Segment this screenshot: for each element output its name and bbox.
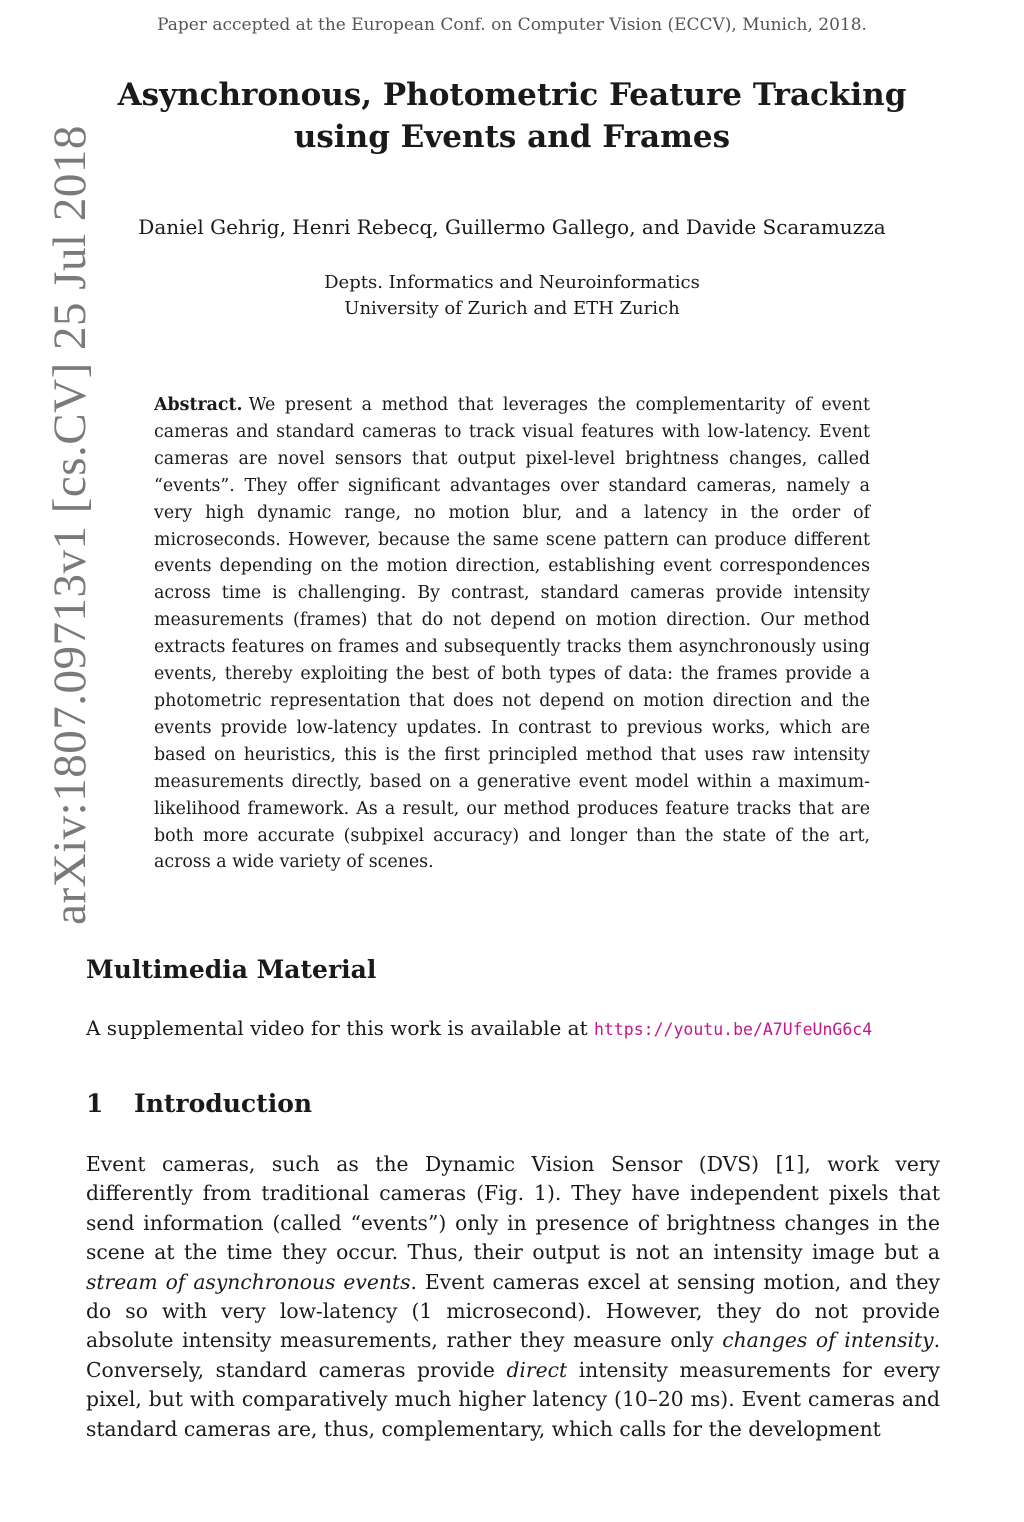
section-number: 1	[86, 1089, 104, 1118]
intro-emphasis-2: changes of intensity	[722, 1328, 934, 1353]
intro-text-1: Event cameras, such as the Dynamic Vision Sensor (DVS) [1], work very differently from traditional cameras (Fig. 1). They have independent pixels that send information (called “events”) only in presence of brightness changes in the scene at the time they occur. Thus, their output is not an intensity image but a	[86, 1152, 940, 1265]
intro-emphasis-1: stream of asynchronous events	[86, 1269, 411, 1294]
video-link[interactable]: https://youtu.be/A7UfeUnG6c4	[594, 1020, 873, 1039]
affiliation-line-1: Depts. Informatics and Neuroinformatics	[324, 272, 700, 293]
introduction-heading	[86, 1089, 946, 1118]
abstract-label: Abstract.	[154, 395, 243, 415]
abstract-text: We present a method that leverages the complementarity of event cameras and standard cameras to track visual features with low-latency. Event cameras are novel sensors that output pixel-level brightness changes, called “events”. They offer significant advantages over standard cameras, namely a very high dynamic range, no motion blur, and a latency in the order of microseconds. However, because the same scene pattern can produce different events depending on the motion direction, establishing event correspondences across time is challenging. By contrast, standard cameras provide intensity measurements (frames) that do not depend on motion direction. Our method extracts features on frames and subsequently tracks them asynchronously using events, thereby exploiting the best of both types of data: the frames provide a photometric representation that does not depend on motion direction and the events provide low-latency updates. In contrast to previous works, which are based on heuristics, this is the first principled method that uses raw intensity measurements directly, based on a generative event model within a maximum-likelihood framework. As a result, our method produces feature tracks that are both more accurate (subpixel accuracy) and longer than the state of the art, across a wide variety of scenes.	[154, 395, 870, 873]
section-title-text: Introduction	[134, 1089, 313, 1118]
authors: Daniel Gehrig, Henri Rebecq, Guillermo Gallego, and Davide Scaramuzza	[138, 215, 886, 239]
intro-text-3: . Conversely, standard cameras provide	[86, 1328, 941, 1382]
intro-text-4: intensity measurements for every pixel, but with comparatively much higher latency (10–20 ms). Event cameras and standard cameras are, thus, complementary, which calls for the development	[86, 1357, 940, 1441]
introduction-paragraph	[86, 1150, 940, 1444]
arxiv-stamp: arXiv:1807.09713v1 [cs.CV] 25 Jul 2018	[44, 125, 96, 925]
abstract	[154, 392, 870, 876]
multimedia-paragraph	[86, 1016, 956, 1040]
affiliation	[100, 270, 924, 322]
paper-title: Asynchronous, Photometric Feature Tracking using Events and Frames	[117, 77, 907, 155]
multimedia-text: A supplemental video for this work is available at	[86, 1016, 588, 1040]
running-head: Paper accepted at the European Conf. on Computer Vision (ECCV), Munich, 2018.	[157, 15, 867, 35]
intro-emphasis-3: direct	[506, 1357, 568, 1382]
intro-text-2: . Event cameras excel at sensing motion, and they do so with very low-latency (1 microsecond). However, they do not provide absolute intensity measurements, rather they measure only	[86, 1269, 940, 1353]
multimedia-heading: Multimedia Material	[86, 955, 377, 984]
affiliation-line-2: University of Zurich and ETH Zurich	[344, 298, 680, 319]
